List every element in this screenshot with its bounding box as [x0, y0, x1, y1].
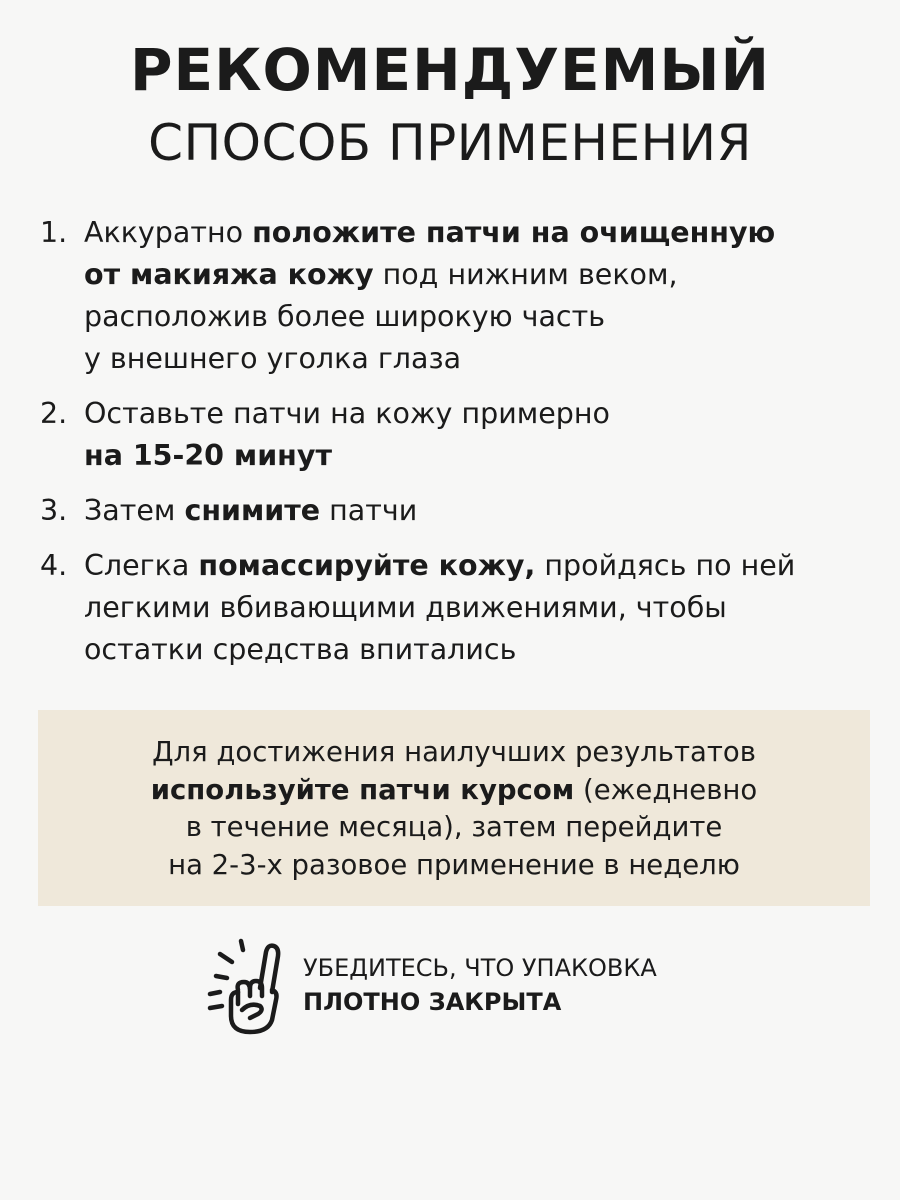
emphasis-text: используйте патчи курсом [150, 773, 575, 806]
text-line [84, 212, 870, 254]
package-warning [303, 951, 657, 1019]
text-segment: легкими вбивающими движениями, чтобы [84, 591, 727, 624]
text-line [84, 587, 870, 629]
step-item [40, 545, 870, 671]
page-title: РЕКОМЕНДУЕМЫЙ [129, 36, 771, 104]
step-item [40, 490, 870, 532]
step-number: 4. [40, 549, 68, 582]
pointing-hand-icon [198, 936, 298, 1036]
text-line [84, 435, 870, 477]
text-line [38, 847, 870, 885]
emphasis-text: от макияжа кожу [84, 258, 374, 291]
text-line [84, 393, 870, 435]
emphasis-text: помассируйте кожу, [198, 549, 536, 582]
text-segment: (ежедневно [574, 773, 758, 806]
emphasis-text: на 15-20 минут [84, 439, 332, 472]
warning-line-1: УБЕДИТЕСЬ, ЧТО УПАКОВКА [303, 954, 657, 982]
text-segment: у внешнего уголка глаза [84, 342, 462, 375]
text-segment: пройдясь по ней [535, 549, 796, 582]
step-item [40, 212, 870, 380]
text-segment: Для достижения наилучших результатов [152, 736, 756, 768]
tip-box [38, 710, 870, 906]
step-item [40, 393, 870, 477]
page-subtitle: СПОСОБ ПРИМЕНЕНИЯ [148, 114, 752, 172]
text-line [84, 338, 870, 380]
text-line [84, 545, 870, 587]
step-number: 2. [40, 397, 68, 430]
text-line [38, 809, 870, 847]
text-line [84, 629, 870, 671]
text-segment: Аккуратно [84, 216, 253, 249]
text-line [84, 296, 870, 338]
text-segment: на 2-3-х разовое применение в неделю [168, 848, 740, 881]
text-line [84, 490, 870, 532]
text-segment: Оставьте патчи на кожу примерно [84, 397, 610, 430]
text-line [84, 254, 870, 296]
text-segment: патчи [320, 494, 418, 527]
text-segment: расположив более широкую часть [84, 300, 605, 333]
instruction-steps-list [40, 212, 870, 684]
text-segment: остатки средства впитались [84, 633, 517, 666]
text-line [38, 734, 870, 772]
warning-line-2: ПЛОТНО ЗАКРЫТА [303, 988, 562, 1016]
text-segment: Слегка [84, 549, 199, 582]
emphasis-text: снимите [184, 494, 321, 527]
step-number: 1. [40, 216, 68, 249]
text-line [38, 772, 870, 810]
text-segment: Затем [84, 494, 185, 527]
emphasis-text: положите патчи на очищенную [252, 216, 776, 249]
tip-text [38, 734, 870, 884]
step-number: 3. [40, 494, 68, 527]
text-segment: под нижним веком, [373, 258, 678, 291]
text-segment: в течение месяца), затем перейдите [185, 811, 723, 843]
